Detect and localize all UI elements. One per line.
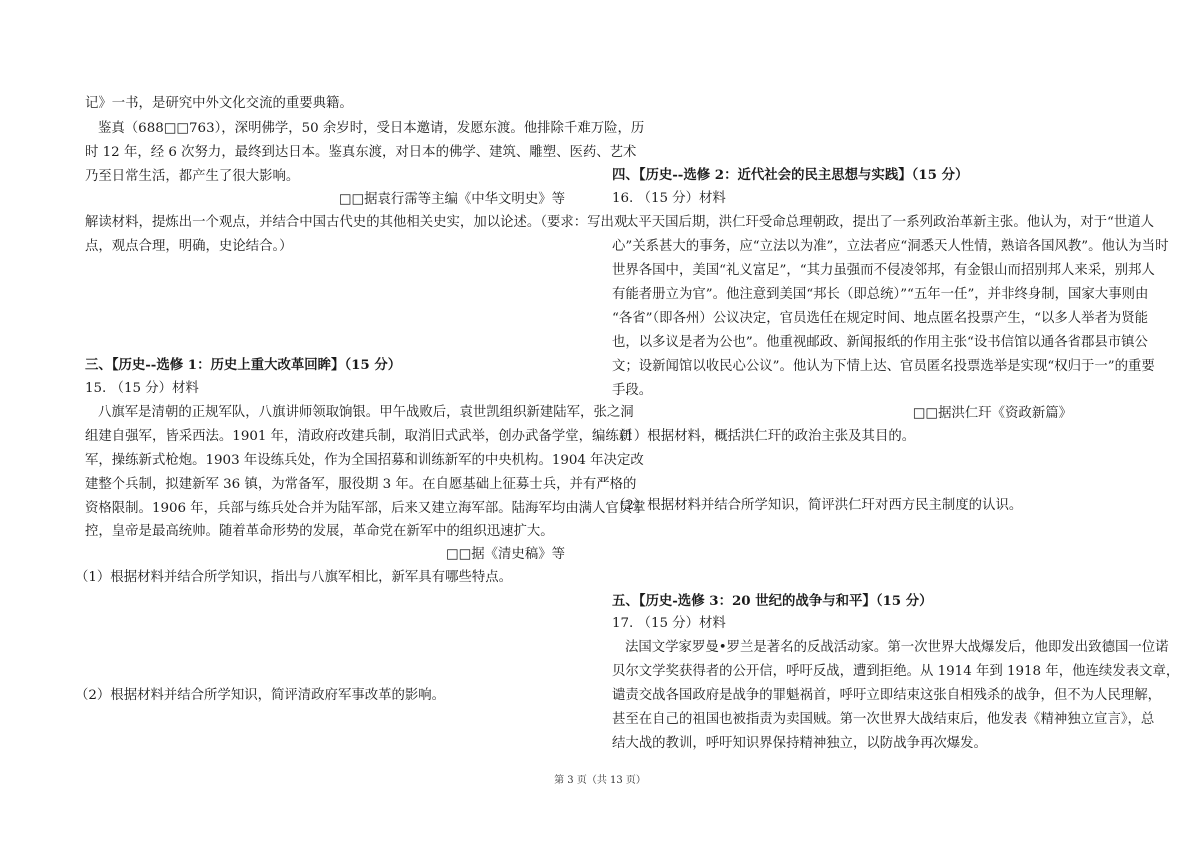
section-title: 五、【历史-选修 3：20 世纪的战争与和平】（15 分）: [612, 593, 933, 609]
material-line: 贝尔文学奖获得者的公开信，呼吁反战，遭到拒绝。从 1914 年到 1918 年，他连续发表文章，: [612, 664, 1180, 679]
material-line: 建整个兵制，拟建新军 36 镇，为常备军，服役期 3 年。在自愿基础上征募士兵，并有严格的: [85, 477, 637, 492]
source-citation: □□据袁行霈等主编《中华文明史》等: [338, 192, 565, 207]
material-line: 有能者册立为官”。他注意到美国“邦长（即总统）”“五年一任”，并非终身制，国家大事则由: [612, 287, 1149, 302]
material-line: 也，以多议是者为公也”。他重视邮政、新闻报纸的作用主张“设书信馆以通各省郡县市镇公: [612, 335, 1148, 350]
material-line: 控，皇帝是最高统帅。随着革命形势的发展，革命党在新军中的组织迅速扩大。: [85, 524, 554, 539]
text-line: 时 12 年，经 6 次努力，最终到达日本。鉴真东渡，对日本的佛学、建筑、雕塑、医药、艺术: [85, 145, 637, 160]
question-header: 16. （15 分）材料: [612, 191, 726, 206]
material-line: 法国文学家罗曼•罗兰是著名的反战活动家。第一次世界大战爆发后，他即发出致德国一位诺: [625, 640, 1169, 655]
question-header: 17. （15 分）材料: [612, 616, 726, 631]
material-line: 甚至在自己的祖国也被指责为卖国贼。第一次世界大战结束后，他发表《精神独立宣言》，总: [612, 712, 1155, 727]
question-prompt: 解读材料，提炼出一个观点，并结合中国古代史的其他相关史实，加以论述。（要求：写出观: [85, 215, 628, 230]
sub-question: （1）根据材料并结合所学知识，指出与八旗军相比，新军具有哪些特点。: [75, 570, 513, 585]
material-line: 资格限制。1906 年，兵部与练兵处合并为陆军部，后来又建立海军部。陆海军均由满人官员掌: [85, 501, 646, 516]
material-line: 军，操练新式枪炮。1903 年设练兵处，作为全国招募和训练新军的中央机构。1904 年决定改: [85, 453, 644, 468]
material-line: 太平天国后期，洪仁玕受命总理朝政，提出了一系列政治革新主张。他认为，对于“世道人: [625, 215, 1155, 230]
material-line: 手段。: [612, 383, 653, 398]
text-line: 记》一书，是研究中外文化交流的重要典籍。: [85, 96, 353, 111]
material-line: 组建自强军，皆采西法。1901 年，清政府改建兵制，取消旧式武举，创办武备学堂，编练新: [85, 429, 633, 444]
question-prompt: 点，观点合理，明确，史论结合。）: [85, 239, 293, 254]
question-header: 15. （15 分）材料: [85, 381, 199, 396]
material-line: 谴责交战各国政府是战争的罪魁祸首，呼吁立即结束这张自相残杀的战争，但不为人民理解，: [612, 688, 1162, 703]
material-line: 八旗军是清朝的正规军队，八旗讲师领取饷银。甲午战败后，袁世凯组织新建陆军，张之洞: [98, 405, 634, 420]
material-line: “各省”（即各州）公议决定，官员选任在规定时间、地点匿名投票产生，“以多人举者为贤能: [612, 311, 1149, 326]
sub-question: （2）根据材料并结合所学知识，简评洪仁玕对西方民主制度的认识。: [612, 498, 1023, 513]
section-title: 三、【历史--选修 1：历史上重大改革回眸】（15 分）: [85, 357, 402, 373]
material-line: 世界各国中，美国“礼义富足”，“其力虽强而不侵凌邻邦，有金银山而招别邦人来采，别邦人: [612, 263, 1155, 278]
section-title: 四、【历史--选修 2：近代社会的民主思想与实践】（15 分）: [612, 167, 969, 183]
source-citation: □□据洪仁玕《资政新篇》: [912, 406, 1072, 421]
material-line: 心”关系甚大的事务，应“立法以为准”，立法者应“洞悉天人性情，熟谙各国风教”。他认为当时: [612, 239, 1169, 254]
sub-question: （2）根据材料并结合所学知识，简评清政府军事改革的影响。: [75, 688, 446, 703]
sub-question: （1）根据材料，概括洪仁玕的政治主张及其目的。: [612, 429, 916, 444]
text-line: 乃至日常生活，都产生了很大影响。: [85, 169, 300, 184]
page-footer: 第 3 页（共 13 页）: [554, 775, 646, 786]
text-line: 鉴真（688□□763），深明佛学，50 余岁时，受日本邀请，发愿东渡。他排除千难万险，历: [98, 121, 645, 136]
source-citation: □□据《清史稿》等: [445, 547, 565, 562]
material-line: 文；设新闻馆以收民心公议”。他认为下情上达、官员匿名投票选举是实现“权归于一”的重要: [612, 359, 1155, 374]
material-line: 结大战的教训，呼吁知识界保持精神独立，以防战争再次爆发。: [612, 736, 987, 751]
